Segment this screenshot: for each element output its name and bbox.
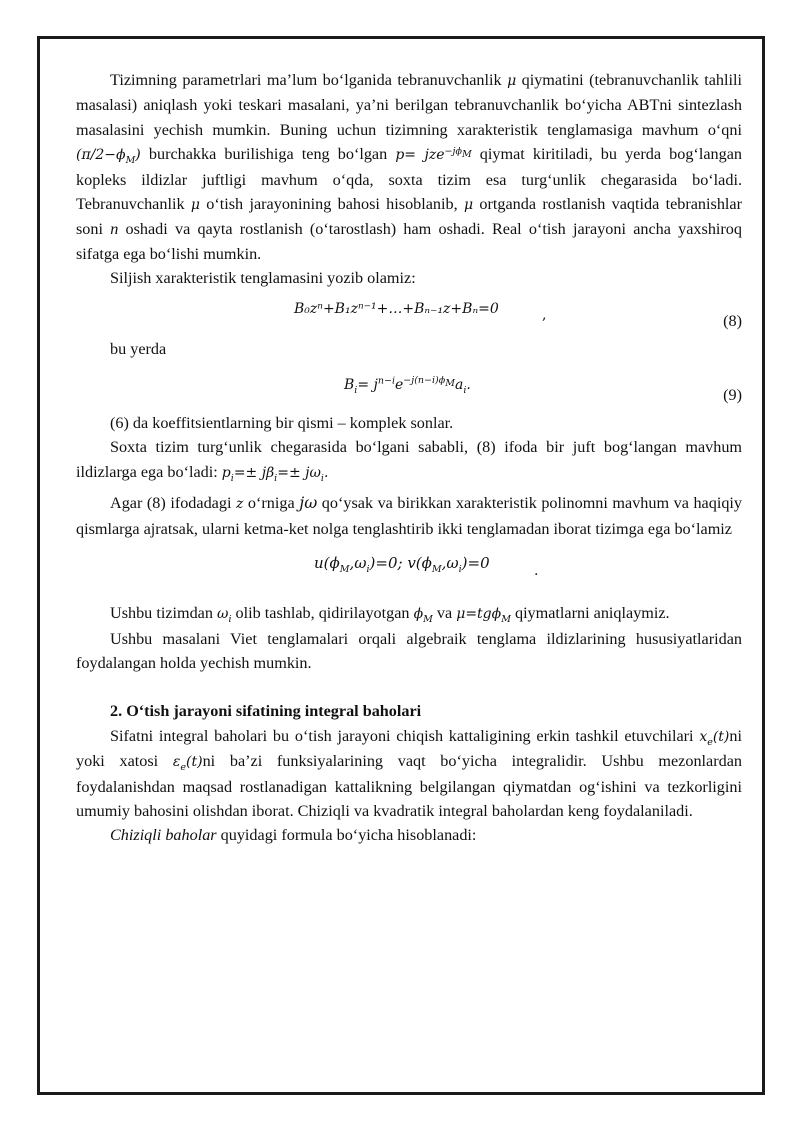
equation-9-number: (9): [723, 386, 742, 405]
paragraph-integral-estimates: Sifatni integral baholari bu o‘tish jarayoni chiqish kattaligining erkin tashkil etuvchilari $x_e(t)ni$ yoki xatosi $\varepsilon_e(t)ni$ ba’zi funksiyalarining vaqt bo‘yicha integralidir. Ushbu mezonlardan foydalanishdan maqsad rostlanadigan kattalikning belgilangan qiymatdan og‘ishini va tezkorligini umumiy bahosini olishdan iborat. Chiziqli va kvadratik integral baholardan keng foydalaniladi.: [76, 726, 742, 820]
paragraph-imaginary-roots: Soxta tizim turg‘unlik chegarasida bo‘lgani sababli, (8) ifoda bir juft bog‘langan mavhum ildizlarga ega bo‘ladi: $p_i=\pm j\beta_i=\pm j\omega_i$.: [76, 438, 742, 484]
angle-formula: $(\pi/2-\phi_M)$: [76, 147, 141, 167]
equation-system: $u(\phi_M,\omega_i)=0$; $v(\phi_M,\omega_i)=0$ .: [76, 541, 742, 595]
equation-9-formula: $B_i= j^{n-i}e^{-j(n-i)\phi_M}a_i$.: [344, 375, 471, 396]
paragraph-linear-estimates: Chiziqli baholar quyidagi formula bo‘yicha hisoblanadi:: [110, 826, 477, 845]
section-heading: 2. O‘tish jarayoni sifatining integral baholari: [110, 702, 422, 721]
mu-symbol: μ: [507, 73, 517, 89]
paragraph-substitution: Agar (8) ifodadagi z o‘rniga jω qo‘ysak va birikkan xarakteristik polinomni mavhum va haqiqiy qismlarga ajratsak, ularni ketma-ket nolga tenglashtirib ikki tenglamadan iborat tizimga ega bo‘lamiz: [76, 493, 742, 538]
document-body: [76, 68, 742, 848]
equation-8-formula: B₀zⁿ+B₁zⁿ⁻¹+…+Bₙ₋₁z+Bₙ=0: [294, 300, 499, 317]
equation-9: [76, 361, 742, 411]
paragraph-viet: Ushbu masalani Viet tenglamalari orqali algebraik tenglama ildizlarining hususiyatlaridan foydalangan holda yechish mumkin.: [76, 629, 742, 672]
paragraph-shift-equation: Siljish xarakteristik tenglamasini yozib olamiz:: [110, 269, 416, 288]
equation-8-number: (8): [723, 311, 742, 330]
equation-8: B₀zⁿ+B₁zⁿ⁻¹+…+Bₙ₋₁z+Bₙ=0 , (8): [76, 291, 742, 337]
paragraph-coefficients: (6) da koeffitsientlarning bir qismi – komplek sonlar.: [110, 414, 454, 433]
paragraph-oscillation: Tizimning parametrlari ma’lum bo‘lganida tebranuvchanlik μ qiymatini (tebranuvchanlik tahlili masalasi) aniqlash yoki teskari masalani, ya’ni berilgan tebranuvchanlik bo‘yicha ABTni sintezlash masalasini yechish mumkin. Buning uchun tizimning xarakteristik tenglamasiga mavhum o‘qni $(\pi/2-\phi_M)$ burchakka burilishiga teng bo‘lgan p= jze$^{-j\phi_M}$ qiymat kiritiladi, bu yerda bog‘langan kopleks ildizlar juftligi mavhum o‘qda, soxta tizim esa turg‘unlik chegarasida bo‘ladi. Tebranuvchanlik μ o‘tish jarayonining bahosi hisoblanib, μ ortganda rostlanish vaqtida tebranishlar soni n oshadi va qayta rostlanish (o‘tarostlash) ham oshadi. Real o‘tish jarayoni ancha yaxshiroq sifatga ega bo‘lishi mumkin.: [76, 71, 743, 263]
p-formula: p= jze$^{-j\phi_M}$: [395, 145, 472, 164]
equation-system-formula: $u(\phi_M,\omega_i)=0$; $v(\phi_M,\omega_i)=0$: [314, 554, 490, 576]
roots-formula: $p_i=\pm j\beta_i=\pm j\omega_i$.: [221, 464, 329, 484]
paragraph-elimination: Ushbu tizimdan $\omega_i$ olib tashlab, qidirilayotgan $\phi_M$ va μ=tgϕ$_M$ qiymatlarni aniqlaymiz.: [110, 604, 670, 625]
paragraph-where: bu yerda: [110, 339, 167, 358]
